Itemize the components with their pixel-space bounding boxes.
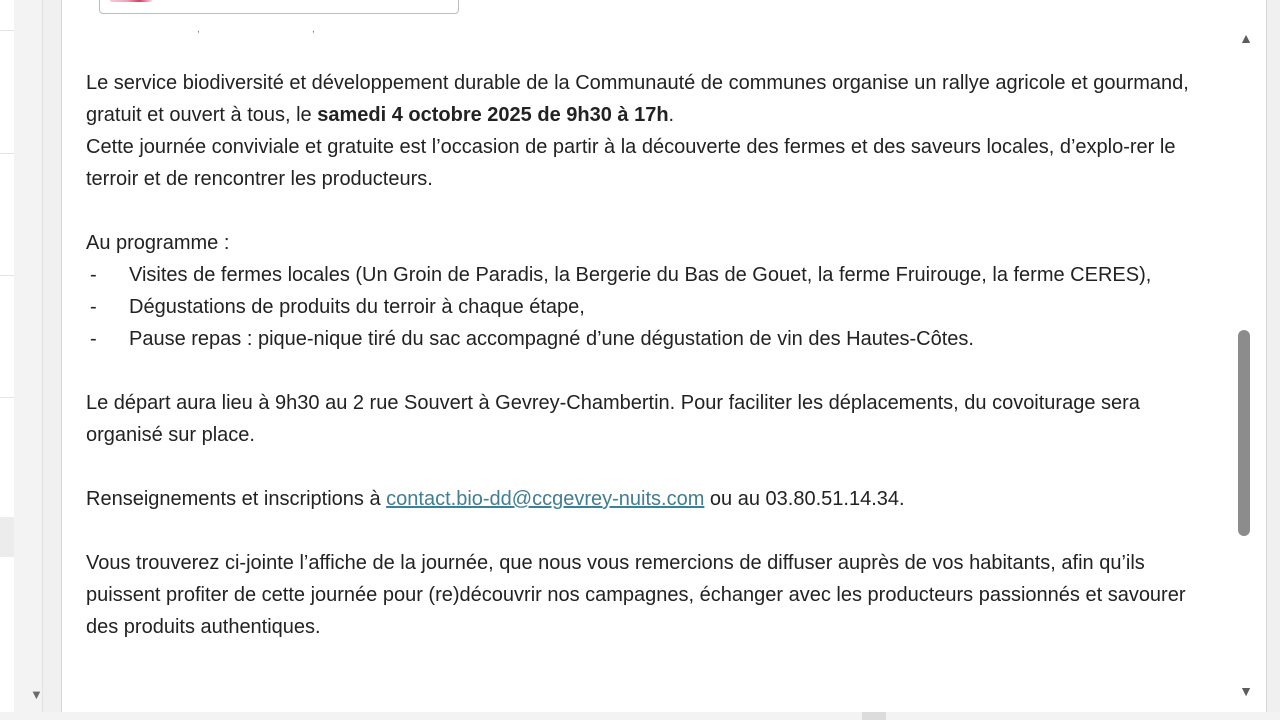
description-paragraph: Cette journée conviviale et gratuite est l’occasion de partir à la découverte des fermes et des saveurs locales, d’explo-rer le terroir et de rencontrer les producteurs. <box>86 136 1176 190</box>
reading-pane <box>61 0 1267 712</box>
cropped-text-fragment: , <box>197 24 200 35</box>
closing-paragraph: Vous trouverez ci-jointe l’affiche de la journée, que nous vous remercions de diffuser auprès de vos habitants, afin qu’ils puissent profiter de cette journée pour (re)découvrir nos campagnes, échanger avec les producteurs passionnés et savourer des produits authentiques. <box>86 552 1186 638</box>
message-list-scrollbar[interactable] <box>14 0 42 712</box>
attachment-name <box>176 0 232 2</box>
message-list-pane <box>0 0 43 712</box>
poster-thumbnail-icon <box>110 0 152 2</box>
list-divider <box>0 30 14 31</box>
list-divider <box>0 153 14 154</box>
event-date: samedi 4 octobre 2025 de 9h30 à 17h <box>317 104 669 126</box>
normal-view-button[interactable] <box>862 712 886 720</box>
selected-list-item[interactable] <box>0 517 14 557</box>
scrollbar-thumb[interactable] <box>1238 330 1250 536</box>
message-body <box>86 67 1216 643</box>
program-list <box>86 259 1216 355</box>
list-item: - Visites de fermes locales (Un Groin de Paradis, la Bergerie du Bas de Gouet, la ferme Fruirouge, la ferme CERES), <box>90 264 1152 286</box>
scroll-down-arrow-icon[interactable]: ▼ <box>30 687 43 702</box>
scroll-down-arrow-icon[interactable]: ▼ <box>1239 683 1253 699</box>
scroll-up-arrow-icon[interactable]: ▲ <box>1239 30 1253 46</box>
program-title: Au programme : <box>86 232 230 254</box>
reading-pane-scrollbar[interactable] <box>1234 30 1258 712</box>
list-divider <box>0 397 14 398</box>
list-divider <box>0 275 14 276</box>
contact-paragraph: Renseignements et inscriptions à contact.bio-dd@ccgevrey-nuits.com ou au 03.80.51.14.34. <box>86 488 905 510</box>
reading-view-button[interactable] <box>942 712 966 720</box>
list-item: - Dégustations de produits du terroir à chaque étape, <box>90 296 585 318</box>
list-item: - Pause repas : pique-nique tiré du sac accompagné d’une dégustation de vin des Hautes-Côtes. <box>90 328 974 350</box>
cropped-text-fragment: , <box>312 24 315 35</box>
departure-paragraph: Le départ aura lieu à 9h30 au 2 rue Souvert à Gevrey-Chambertin. Pour faciliter les déplacements, du covoiturage sera organisé sur place. <box>86 392 1140 446</box>
attachment-chip[interactable] <box>99 0 459 14</box>
intro-paragraph: Le service biodiversité et développement durable de la Communauté de communes organise un rallye agricole et gourmand, gratuit et ouvert à tous, le samedi 4 octobre 2025 de 9h30 à 17h. <box>86 72 1189 126</box>
email-link[interactable]: contact.bio-dd@ccgevrey-nuits.com <box>386 488 705 510</box>
status-bar <box>0 712 1280 720</box>
